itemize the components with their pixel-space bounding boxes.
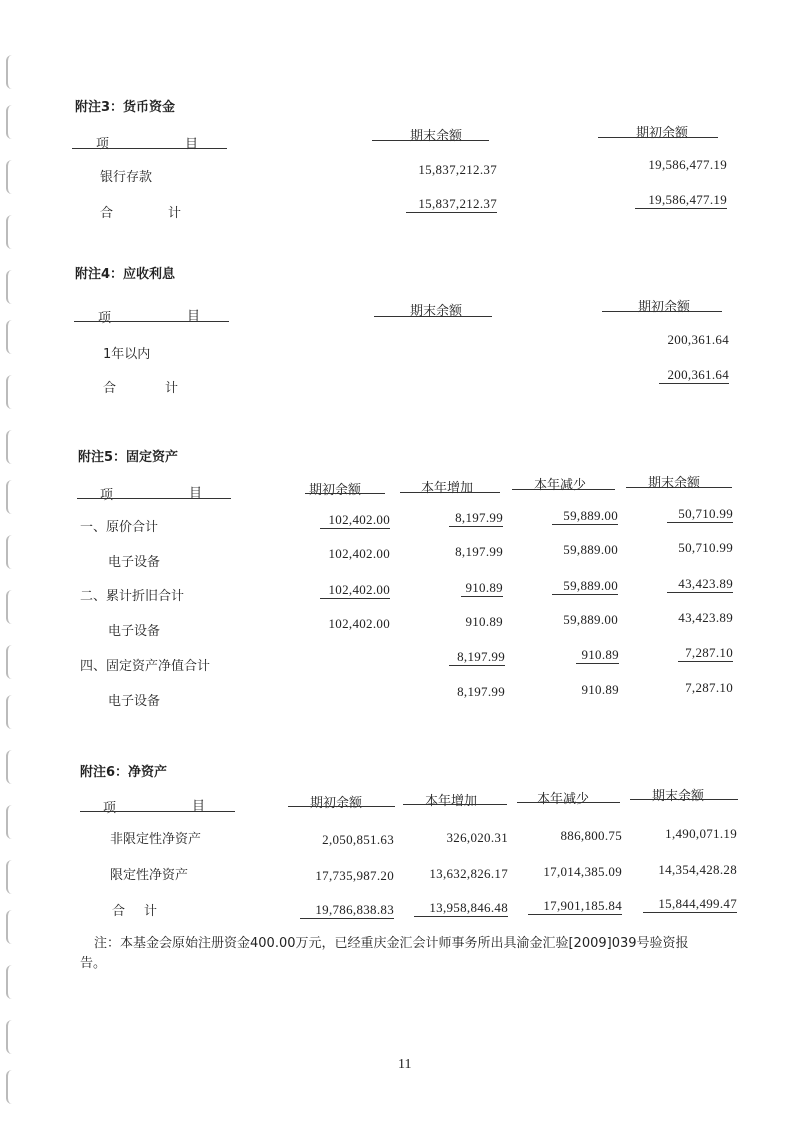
note5-row-start: 102,402.00 bbox=[328, 546, 390, 561]
note6-total-label-a: 合 bbox=[112, 904, 126, 919]
note5-row-end: 43,423.89 bbox=[667, 576, 733, 593]
note3-title: 附注3：货币资金 bbox=[75, 100, 176, 115]
note6-col-item-b: 目 bbox=[192, 799, 206, 814]
note5-row-label: 电子设备 bbox=[108, 694, 161, 709]
note4-total-start: 200,361.64 bbox=[659, 367, 729, 384]
note5-row-label: 电子设备 bbox=[108, 555, 161, 570]
note5-row-label: 四、固定资产净值合计 bbox=[80, 659, 211, 674]
note5-row-sub: 59,889.00 bbox=[552, 508, 618, 525]
note5-row-sub: 59,889.00 bbox=[563, 612, 618, 627]
note6-col-add: 本年增加 bbox=[425, 794, 478, 809]
note5-row-start: 102,402.00 bbox=[328, 616, 390, 631]
note6-row-label: 非限定性净资产 bbox=[110, 832, 202, 847]
page-number: 11 bbox=[398, 1057, 412, 1072]
note5-start-underline bbox=[305, 493, 385, 494]
note5-row-add: 8,197.99 bbox=[455, 544, 503, 559]
note6-row-start: 2,050,851.63 bbox=[322, 832, 394, 847]
note6-total-end: 15,844,499.47 bbox=[643, 896, 737, 913]
note4-item-underline bbox=[74, 321, 229, 322]
note3-col-end: 期末余额 bbox=[410, 129, 463, 144]
note4-col-end: 期末余额 bbox=[410, 304, 463, 319]
note4-col-item-a: 项 bbox=[98, 311, 112, 326]
note4-title: 附注4：应收利息 bbox=[75, 267, 176, 282]
note3-total-label-b: 计 bbox=[168, 206, 182, 221]
note6-sub-underline bbox=[517, 802, 620, 803]
note6-total-label-b: 计 bbox=[144, 904, 158, 919]
note5-row-sub: 910.89 bbox=[576, 647, 619, 664]
note5-row-add: 910.89 bbox=[461, 580, 503, 597]
note5-row-add: 8,197.99 bbox=[449, 510, 503, 527]
note5-end-underline bbox=[626, 487, 732, 488]
note6-add-underline bbox=[403, 804, 507, 805]
note4-end-underline bbox=[374, 316, 492, 317]
note3-col-item-b: 目 bbox=[185, 137, 199, 152]
note5-row-label: 电子设备 bbox=[108, 624, 161, 639]
note3-start-underline bbox=[598, 137, 718, 138]
note3-row-end: 15,837,212.37 bbox=[418, 162, 497, 177]
note5-row-start: 102,402.00 bbox=[320, 512, 390, 529]
note6-col-start: 期初余额 bbox=[310, 796, 363, 811]
note4-row-label: 1年以内 bbox=[103, 347, 151, 362]
note5-col-end: 期末余额 bbox=[648, 476, 701, 491]
note6-col-end: 期末余额 bbox=[652, 789, 705, 804]
note5-row-add: 8,197.99 bbox=[457, 684, 505, 699]
note5-row-end: 7,287.10 bbox=[678, 645, 733, 662]
note3-total-start: 19,586,477.19 bbox=[635, 192, 727, 209]
note4-start-underline bbox=[602, 311, 722, 312]
note6-title: 附注6：净资产 bbox=[80, 765, 168, 780]
note5-row-end: 50,710.99 bbox=[667, 506, 733, 523]
note6-row-end: 14,354,428.28 bbox=[658, 862, 737, 877]
footnote-line1: 注：本基金会原始注册资金400.00万元，已经重庆金汇会计师事务所出具渝金汇验[2009]039号验资报 bbox=[94, 936, 689, 951]
note3-total-end: 15,837,212.37 bbox=[406, 196, 497, 213]
note3-row-start: 19,586,477.19 bbox=[648, 157, 727, 172]
note6-row-sub: 886,800.75 bbox=[560, 828, 622, 843]
note5-title: 附注5：固定资产 bbox=[78, 450, 179, 465]
note6-row-label: 限定性净资产 bbox=[110, 868, 189, 883]
note5-row-end: 43,423.89 bbox=[678, 610, 733, 625]
note5-row-label: 二、累计折旧合计 bbox=[80, 589, 185, 604]
note6-col-item-a: 项 bbox=[103, 801, 117, 816]
note5-col-add: 本年增加 bbox=[421, 481, 474, 496]
note4-col-start: 期初余额 bbox=[638, 300, 691, 315]
note6-row-add: 13,632,826.17 bbox=[429, 866, 508, 881]
note6-end-underline bbox=[630, 799, 738, 800]
note6-row-start: 17,735,987.20 bbox=[315, 868, 394, 883]
note6-total-sub: 17,901,185.84 bbox=[528, 898, 622, 915]
footnote-line2: 告。 bbox=[80, 956, 107, 971]
note5-col-start: 期初余额 bbox=[309, 483, 362, 498]
note3-col-start: 期初余额 bbox=[636, 126, 689, 141]
note4-total-label-b: 计 bbox=[165, 381, 179, 396]
note4-total-label-a: 合 bbox=[103, 381, 117, 396]
note5-item-underline bbox=[77, 498, 231, 499]
note5-sub-underline bbox=[512, 489, 615, 490]
note3-total-label-a: 合 bbox=[100, 206, 114, 221]
note5-row-sub: 59,889.00 bbox=[563, 542, 618, 557]
note6-start-underline bbox=[288, 806, 395, 807]
note6-item-underline bbox=[80, 811, 235, 812]
note5-row-label: 一、原价合计 bbox=[80, 520, 159, 535]
note5-row-add: 8,197.99 bbox=[449, 649, 505, 666]
note5-row-sub: 59,889.00 bbox=[552, 578, 618, 595]
note3-end-underline bbox=[372, 140, 489, 141]
note5-row-end: 50,710.99 bbox=[678, 540, 733, 555]
note5-add-underline bbox=[400, 492, 500, 493]
note5-row-sub: 910.89 bbox=[581, 682, 619, 697]
note5-col-sub: 本年减少 bbox=[534, 478, 587, 493]
note3-col-item-a: 项 bbox=[96, 137, 110, 152]
note5-col-item-a: 项 bbox=[100, 488, 114, 503]
note4-col-item-b: 目 bbox=[187, 309, 201, 324]
note6-total-start: 19,786,838.83 bbox=[300, 902, 394, 919]
note3-row-label: 银行存款 bbox=[100, 170, 153, 185]
note6-row-add: 326,020.31 bbox=[446, 830, 508, 845]
note6-total-add: 13,958,846.48 bbox=[414, 900, 508, 917]
note4-row-start: 200,361.64 bbox=[667, 332, 729, 347]
note3-item-underline bbox=[72, 148, 227, 149]
note6-row-sub: 17,014,385.09 bbox=[543, 864, 622, 879]
note6-col-sub: 本年减少 bbox=[537, 792, 590, 807]
note5-col-item-b: 目 bbox=[189, 486, 203, 501]
note5-row-add: 910.89 bbox=[465, 614, 503, 629]
note5-row-end: 7,287.10 bbox=[685, 680, 733, 695]
note5-row-start: 102,402.00 bbox=[320, 582, 390, 599]
note6-row-end: 1,490,071.19 bbox=[665, 826, 737, 841]
